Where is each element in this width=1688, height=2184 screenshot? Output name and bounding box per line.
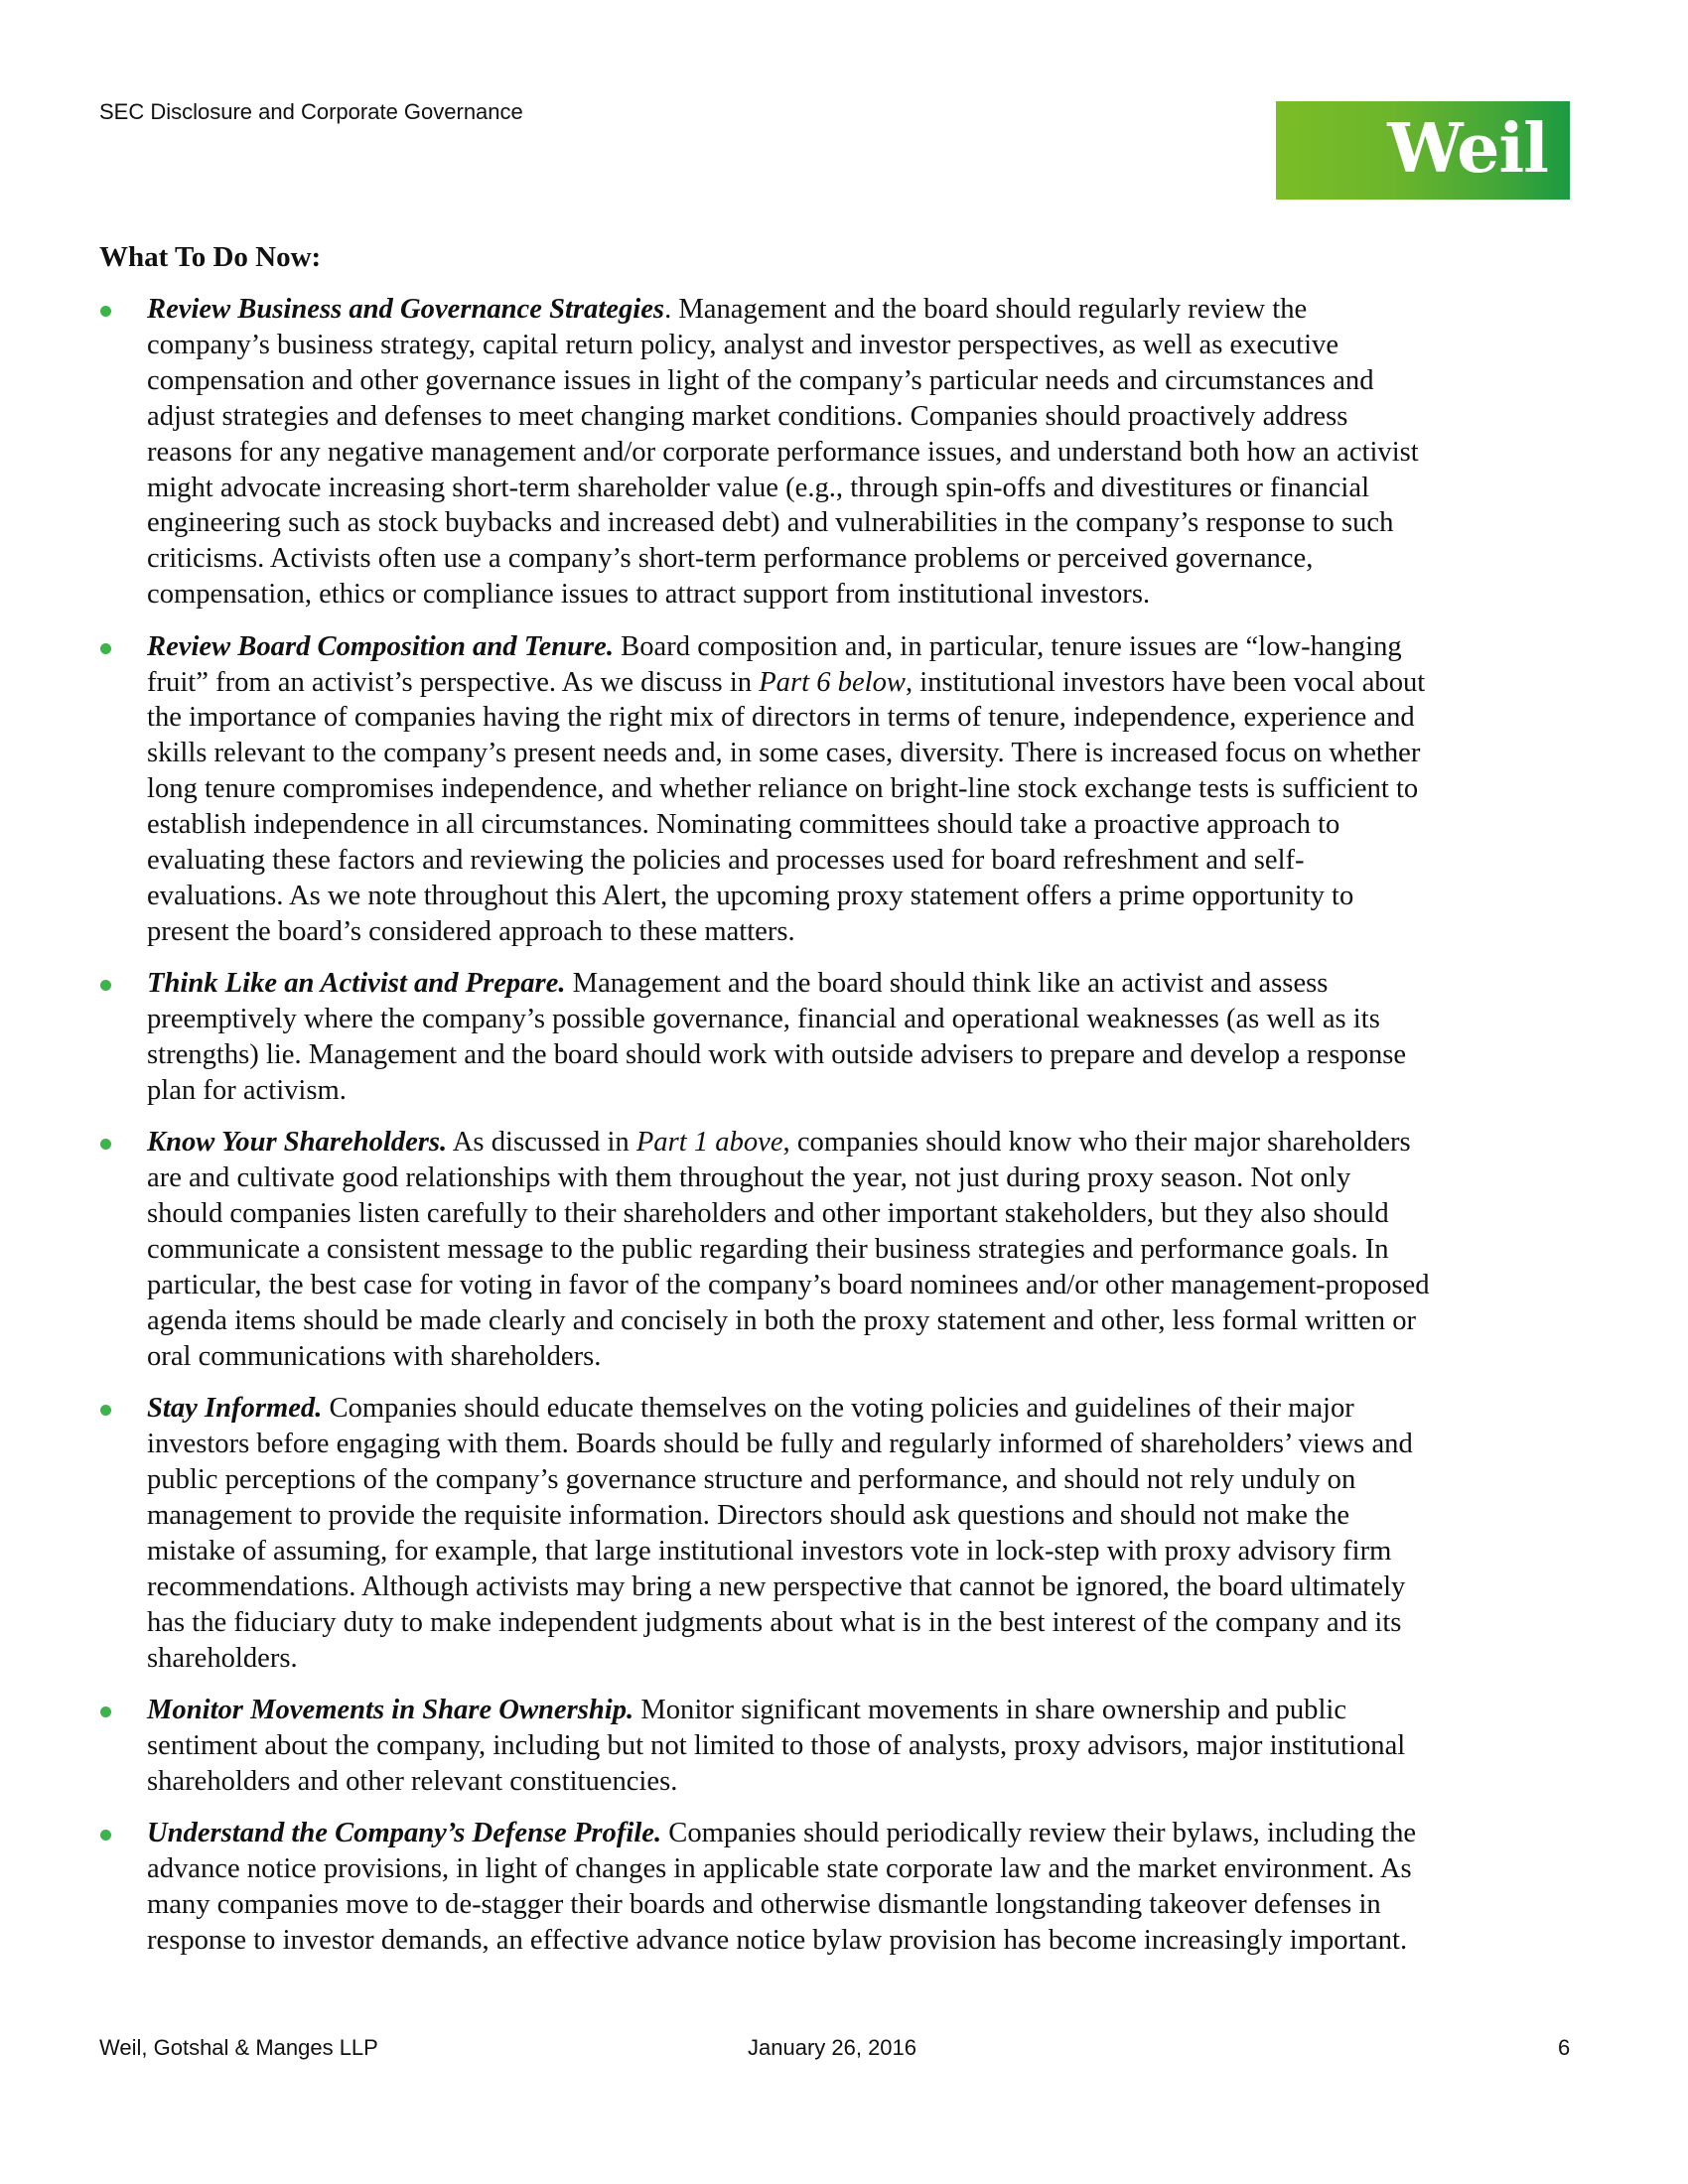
body-text: might advocate increasing short-term shareholder value (e.g., through spin-offs and divestitures or financial xyxy=(147,472,1370,503)
text-line xyxy=(147,1232,1589,1268)
section-title: What To Do Now: xyxy=(99,241,322,273)
text-line xyxy=(147,328,1589,363)
body-text: establish independence in all circumstances. Nominating committees should take a proactive approach to xyxy=(147,809,1340,841)
text-line xyxy=(147,1728,1589,1764)
text-line xyxy=(147,1391,1589,1427)
text-line xyxy=(147,1427,1589,1462)
text-line xyxy=(147,1303,1589,1339)
text-line xyxy=(147,1462,1589,1498)
bullet-item xyxy=(99,1125,1589,1374)
text-line xyxy=(147,1073,1589,1109)
body-text: recommendations. Although activists may bring a new perspective that cannot be ignored, the board ultimately xyxy=(147,1570,1406,1602)
bullet-item xyxy=(99,292,1589,613)
bullet-item xyxy=(99,1391,1589,1676)
text-line xyxy=(147,1268,1589,1303)
text-line xyxy=(147,1498,1589,1534)
footer-date: January 26, 2016 xyxy=(748,2035,917,2060)
footer-firm: Weil, Gotshal & Manges LLP xyxy=(99,2035,378,2060)
text-line xyxy=(147,1534,1589,1570)
body-text: Companies should periodically review their bylaws, including the xyxy=(661,1818,1417,1849)
item-heading: Know Your Shareholders. xyxy=(147,1127,448,1159)
text-line xyxy=(147,700,1589,736)
item-heading: Monitor Movements in Share Ownership. xyxy=(147,1695,634,1726)
text-line xyxy=(147,771,1589,807)
text-line xyxy=(147,1339,1589,1375)
body-text: are and cultivate good relationships with them throughout the year, not just during proxy season. Not only xyxy=(147,1162,1351,1194)
body-text: strengths) lie. Management and the board should work with outside advisers to prepare and develop a response xyxy=(147,1039,1407,1071)
bullet-dot-icon xyxy=(100,1706,111,1717)
body-text: mistake of assuming, for example, that large institutional investors vote in lock-step with proxy advisory firm xyxy=(147,1535,1392,1567)
text-line xyxy=(147,1641,1589,1677)
body-text: company’s business strategy, capital return policy, analyst and investor perspectives, as well as executive xyxy=(147,329,1339,360)
bullet-item xyxy=(99,1693,1589,1800)
text-line xyxy=(147,1764,1589,1800)
text-line xyxy=(147,292,1589,328)
weil-logo xyxy=(1276,101,1570,200)
body-text: communicate a consistent message to the public regarding their business strategies and performance goals. In xyxy=(147,1234,1389,1266)
text-line xyxy=(147,541,1589,577)
body-text: fruit” from an activist’s perspective. As we discuss in xyxy=(147,666,760,698)
body-text: shareholders and other relevant constituencies. xyxy=(147,1765,678,1797)
body-text: Companies should educate themselves on the voting policies and guidelines of their major xyxy=(322,1393,1354,1425)
item-heading: Review Business and Governance Strategies xyxy=(147,294,665,325)
body-text: has the fiduciary duty to make independent judgments about what is in the best interest of the company and its xyxy=(147,1606,1402,1638)
text-line xyxy=(147,1693,1589,1728)
text-line xyxy=(147,807,1589,843)
body-text: preemptively where the company’s possible governance, financial and operational weaknesses (as well as its xyxy=(147,1004,1380,1035)
bullet-item xyxy=(99,1816,1589,1959)
text-line xyxy=(147,1887,1589,1923)
bullet-dot-icon xyxy=(100,980,111,991)
body-text: Management and the board should think like an activist and assess xyxy=(565,968,1329,1000)
text-line xyxy=(147,577,1589,613)
body-text: engineering such as stock buybacks and increased debt) and vulnerabilities in the company’s response to such xyxy=(147,507,1394,539)
text-line xyxy=(147,363,1589,399)
text-line xyxy=(147,879,1589,914)
item-heading: Review Board Composition and Tenure. xyxy=(147,630,615,662)
body-text: As discussed in xyxy=(447,1127,636,1159)
text-line xyxy=(147,471,1589,506)
text-line xyxy=(147,1125,1589,1160)
body-text: particular, the best case for voting in favor of the company’s board nominees and/or other management-proposed xyxy=(147,1270,1430,1301)
body-text: oral communications with shareholders. xyxy=(147,1340,602,1372)
document-header-title: SEC Disclosure and Corporate Governance xyxy=(99,99,523,124)
cross-reference: Part 1 above xyxy=(635,1127,783,1159)
item-heading: Think Like an Activist and Prepare. xyxy=(147,968,566,1000)
body-text: evaluating these factors and reviewing the policies and processes used for board refreshment and self- xyxy=(147,845,1305,877)
body-text: plan for activism. xyxy=(147,1075,347,1107)
text-line xyxy=(147,736,1589,771)
body-text: Monitor significant movements in share ownership and public xyxy=(633,1695,1347,1726)
body-text: sentiment about the company, including but not limited to those of analysts, proxy advisors, major institutional xyxy=(147,1729,1406,1761)
body-text: . Management and the board should regularly review the xyxy=(664,294,1308,325)
body-text: compensation, ethics or compliance issues to attract support from institutional investors. xyxy=(147,579,1151,611)
text-line xyxy=(147,1570,1589,1605)
text-line xyxy=(147,914,1589,950)
bullet-item xyxy=(99,629,1589,950)
body-text: adjust strategies and defenses to meet changing market conditions. Companies should proactively address xyxy=(147,400,1348,432)
text-line xyxy=(147,665,1589,701)
text-line xyxy=(147,1037,1589,1073)
text-line xyxy=(147,399,1589,435)
body-text: evaluations. As we note throughout this Alert, the upcoming proxy statement offers a prime opportunity to xyxy=(147,881,1354,911)
text-line xyxy=(147,505,1589,541)
text-line xyxy=(147,1851,1589,1887)
body-text: agenda items should be made clearly and concisely in both the proxy statement and other, less formal written or xyxy=(147,1304,1417,1336)
bullet-dot-icon xyxy=(100,643,111,654)
item-heading: Understand the Company’s Defense Profile. xyxy=(147,1818,662,1849)
body-text: reasons for any negative management and/or corporate performance issues, and understand both how an activist xyxy=(147,436,1419,468)
body-text: present the board’s considered approach to these matters. xyxy=(147,915,795,947)
bullet-dot-icon xyxy=(100,1830,111,1841)
text-line xyxy=(147,1160,1589,1196)
body-text: , institutional investors have been vocal about xyxy=(905,666,1426,698)
body-text: response to investor demands, an effective advance notice bylaw provision has become increasingly important. xyxy=(147,1924,1408,1956)
text-line xyxy=(147,435,1589,471)
footer-page-number: 6 xyxy=(1558,2035,1571,2060)
action-item-list xyxy=(99,292,1589,1975)
body-text: criticisms. Activists often use a company’s short-term performance problems or perceived governance, xyxy=(147,543,1314,575)
text-line xyxy=(147,1923,1589,1959)
body-text: should companies listen carefully to their shareholders and other important stakeholders, but they also should xyxy=(147,1198,1389,1230)
body-text: investors before engaging with them. Boards should be fully and regularly informed of shareholders’ views and xyxy=(147,1429,1413,1460)
body-text: compensation and other governance issues in light of the company’s particular needs and circumstances and xyxy=(147,364,1374,396)
bullet-dot-icon xyxy=(100,1405,111,1416)
body-text: many companies move to de-stagger their boards and otherwise dismantle longstanding takeover defenses in xyxy=(147,1889,1381,1921)
body-text: long tenure compromises independence, and whether reliance on bright-line stock exchange tests is sufficient to xyxy=(147,773,1419,805)
body-text: management to provide the requisite information. Directors should ask questions and should not make the xyxy=(147,1500,1350,1531)
logo-text: Weil xyxy=(1387,109,1548,189)
body-text: Board composition and, in particular, tenure issues are “low-hanging xyxy=(614,630,1402,662)
bullet-dot-icon xyxy=(100,306,111,317)
bullet-dot-icon xyxy=(100,1139,111,1150)
body-text: shareholders. xyxy=(147,1642,298,1674)
cross-reference: Part 6 below xyxy=(759,666,906,698)
text-line xyxy=(147,1196,1589,1232)
text-line xyxy=(147,1002,1589,1037)
body-text: the importance of companies having the right mix of directors in terms of tenure, independence, experience and xyxy=(147,702,1415,734)
text-line xyxy=(147,843,1589,879)
text-line xyxy=(147,966,1589,1002)
bullet-item xyxy=(99,966,1589,1109)
body-text: skills relevant to the company’s present needs and, in some cases, diversity. There is increased focus on whether xyxy=(147,738,1421,769)
body-text: , companies should know who their major shareholders xyxy=(782,1127,1411,1159)
body-text: advance notice provisions, in light of changes in applicable state corporate law and the market environment. As xyxy=(147,1853,1412,1885)
text-line xyxy=(147,1605,1589,1641)
text-line xyxy=(147,1816,1589,1851)
text-line xyxy=(147,629,1589,665)
item-heading: Stay Informed. xyxy=(147,1393,323,1425)
body-text: public perceptions of the company’s governance structure and performance, and should not rely unduly on xyxy=(147,1464,1356,1496)
